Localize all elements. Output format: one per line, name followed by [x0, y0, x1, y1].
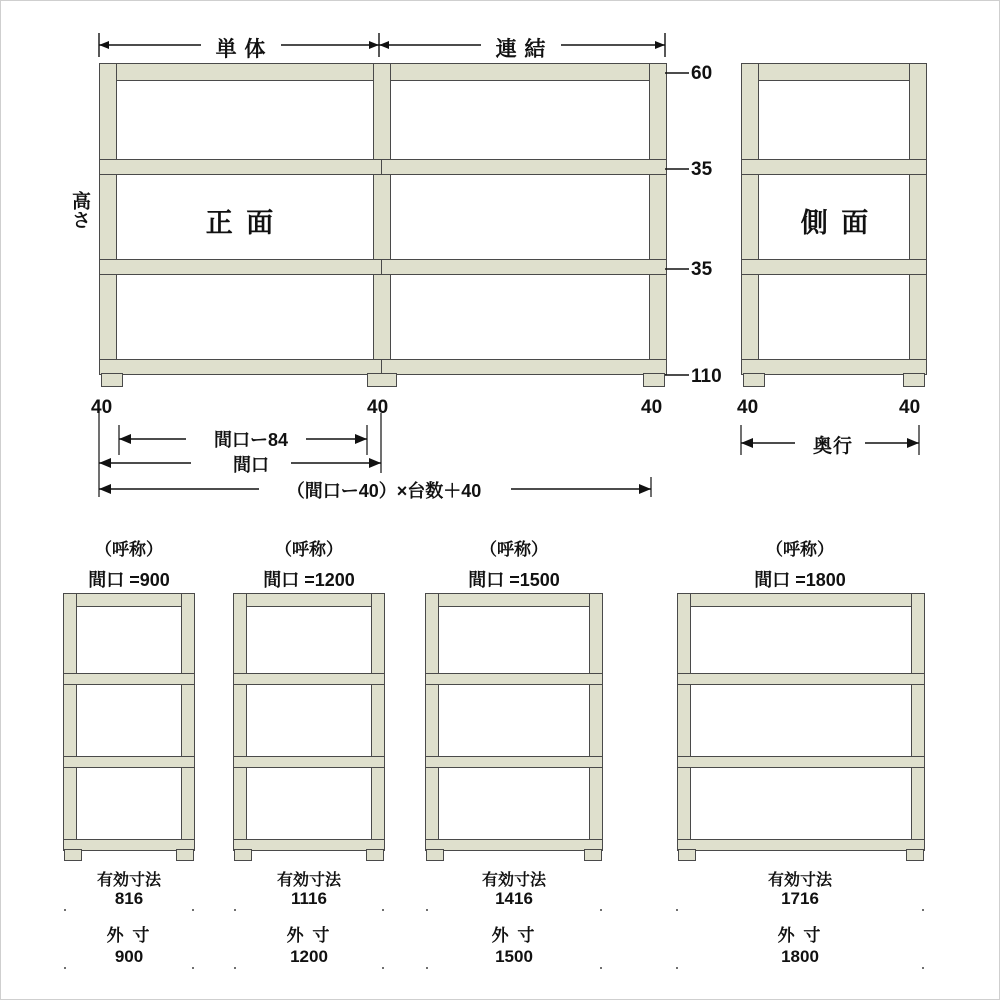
variant-1500-shelf: [425, 593, 603, 865]
v1800-foot-left: [678, 849, 696, 861]
front-foot-dim-right: 40: [641, 397, 663, 418]
front-shelf-beam-2-right: [381, 259, 667, 275]
variant-1800: [669, 535, 931, 592]
side-shelf-beam-1: [741, 159, 927, 175]
v1200-post-left: [233, 593, 247, 851]
v1200-outer-value: 1200: [227, 947, 391, 967]
variant-900-shelf: [63, 593, 195, 865]
side-post-left: [741, 63, 759, 375]
side-foot-dim-left: 40: [737, 397, 759, 418]
v1200-post-right: [371, 593, 385, 851]
side-foot-left: [743, 373, 765, 387]
front-shelf-beam-1-right: [381, 159, 667, 175]
v900-outer-value: 900: [57, 947, 201, 967]
v900-foot-right: [176, 849, 194, 861]
side-top-beam: [741, 63, 927, 81]
v1200-outer-label: 外 寸: [286, 926, 332, 945]
label-single-unit: 単 体: [215, 38, 267, 61]
variant-1800-nominal-label: （呼称）: [766, 540, 834, 559]
variant-1800-nominal: 間口 =1800: [754, 570, 846, 590]
v900-top-beam: [63, 593, 195, 607]
v900-post-right: [181, 593, 195, 851]
v1200-shelf-2: [233, 756, 385, 768]
variant-1500-nominal: 間口 =1500: [468, 570, 560, 590]
v1200-foot-left: [234, 849, 252, 861]
v1800-foot-right: [906, 849, 924, 861]
side-foot-dim-right: 40: [899, 397, 921, 418]
v900-effective-label: 有効寸法: [96, 872, 161, 889]
variant-900: [63, 535, 195, 592]
dim-nominal-width: 間口: [233, 455, 269, 475]
dim-35-upper: 35: [691, 159, 713, 180]
right-dimension-ticks: [665, 63, 695, 395]
v1200-effective-label: 有効寸法: [276, 872, 341, 889]
v1800-outer-label: 外 寸: [777, 926, 823, 945]
top-dimension-lines: [91, 27, 676, 61]
front-shelf-beam-1-left: [99, 159, 383, 175]
variant-1500-nominal-label: （呼称）: [480, 540, 548, 559]
label-height: [67, 191, 91, 234]
v1800-shelf-2: [677, 756, 925, 768]
v1500-shelf-2: [425, 756, 603, 768]
front-foot-middle: [367, 373, 397, 387]
front-bottom-beam-right: [381, 359, 667, 375]
v1800-shelf-1: [677, 673, 925, 685]
v900-outer-label: 外 寸: [106, 926, 152, 945]
v900-shelf-2: [63, 756, 195, 768]
label-depth: 奥行: [812, 436, 853, 457]
v900-shelf-1: [63, 673, 195, 685]
v1800-top-beam: [677, 593, 925, 607]
v900-post-left: [63, 593, 77, 851]
v900-effective-value: 816: [57, 889, 201, 909]
variant-1500: [419, 535, 609, 592]
v1500-outer-value: 1500: [419, 947, 609, 967]
v1500-foot-right: [584, 849, 602, 861]
front-top-beam-left: [99, 63, 383, 81]
v1200-shelf-1: [233, 673, 385, 685]
label-height-text: 高さ: [69, 191, 90, 229]
dim-60: 60: [691, 63, 713, 84]
v1800-bottom-beam: [677, 839, 925, 851]
front-post-left: [99, 63, 117, 375]
dim-inner-width: 間口ー84: [213, 430, 289, 450]
front-foot-dim-middle: 40: [367, 397, 389, 418]
v1200-effective-value: 1116: [227, 889, 391, 909]
variant-900-nominal-label: （呼称）: [95, 540, 163, 559]
side-shelf-beam-2: [741, 259, 927, 275]
v900-foot-left: [64, 849, 82, 861]
v1200-foot-right: [366, 849, 384, 861]
v1800-post-left: [677, 593, 691, 851]
v1800-post-right: [911, 593, 925, 851]
side-post-right: [909, 63, 927, 375]
v1500-post-left: [425, 593, 439, 851]
v1500-top-beam: [425, 593, 603, 607]
front-top-beam-right: [381, 63, 667, 81]
front-post-middle: [373, 63, 391, 375]
variant-1200-nominal-label: （呼称）: [275, 540, 343, 559]
variant-900-nominal: 間口 =900: [88, 570, 170, 590]
v1800-effective-label: 有効寸法: [767, 872, 832, 889]
v1200-top-beam: [233, 593, 385, 607]
front-foot-right: [643, 373, 665, 387]
side-foot-right: [903, 373, 925, 387]
dim-35-lower: 35: [691, 259, 713, 280]
label-side-view: 側 面: [800, 208, 872, 238]
label-front-view: 正 面: [205, 208, 277, 238]
front-foot-dim-left: 40: [91, 397, 113, 418]
v1500-outer-label: 外 寸: [491, 926, 537, 945]
front-shelf-beam-2-left: [99, 259, 383, 275]
dim-total-width: （間口ー40）×台数＋40: [286, 481, 482, 501]
label-linked-unit: 連 結: [495, 38, 547, 61]
dim-110: 110: [691, 366, 722, 387]
variant-1200: [229, 535, 389, 592]
front-foot-left: [101, 373, 123, 387]
side-bottom-beam: [741, 359, 927, 375]
v1200-bottom-beam: [233, 839, 385, 851]
v1500-shelf-1: [425, 673, 603, 685]
v1500-effective-label: 有効寸法: [481, 872, 546, 889]
variant-1200-nominal: 間口 =1200: [263, 570, 355, 590]
v1500-foot-left: [426, 849, 444, 861]
v1800-outer-value: 1800: [669, 947, 931, 967]
v1800-effective-value: 1716: [669, 889, 931, 909]
v1500-bottom-beam: [425, 839, 603, 851]
front-bottom-beam-left: [99, 359, 383, 375]
v1500-post-right: [589, 593, 603, 851]
v1500-effective-value: 1416: [419, 889, 609, 909]
variant-1800-shelf: [677, 593, 925, 865]
variant-1200-shelf: [233, 593, 385, 865]
